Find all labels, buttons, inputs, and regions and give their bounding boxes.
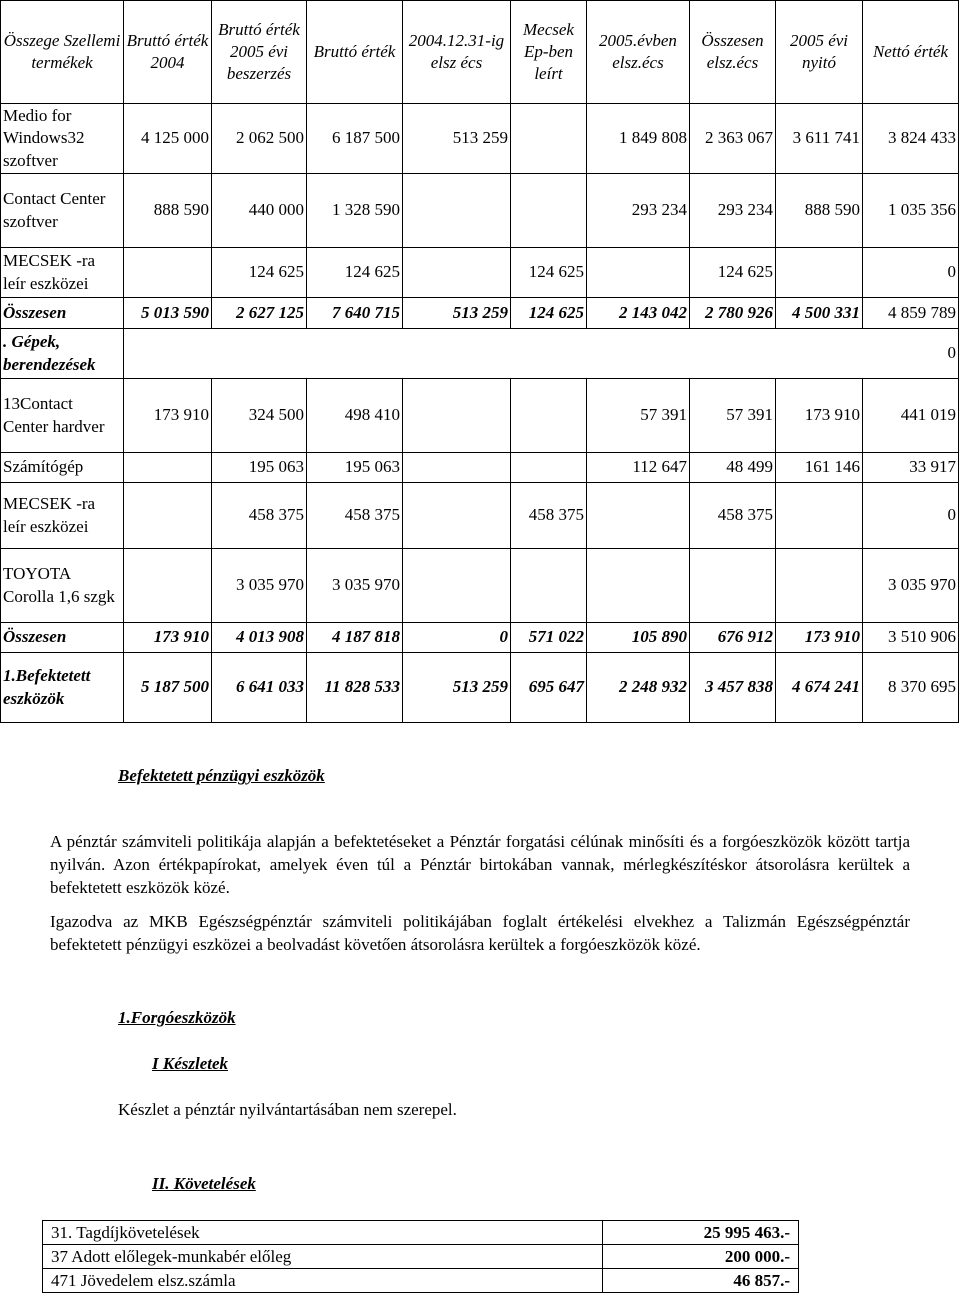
table-cell: 498 410 — [307, 379, 403, 453]
column-header: 2004.12.31-ig elsz écs — [403, 1, 511, 104]
table-cell: 2 780 926 — [690, 298, 776, 329]
table-cell: 112 647 — [587, 453, 690, 483]
table-cell: 173 910 — [124, 623, 212, 653]
table-cell: 888 590 — [776, 174, 863, 248]
table-row — [43, 1245, 799, 1269]
table-cell — [124, 453, 212, 483]
table-cell: 173 910 — [776, 379, 863, 453]
table-row — [1, 174, 959, 248]
receivable-label: 471 Jövedelem elsz.számla — [43, 1269, 603, 1293]
table-cell: 5 187 500 — [124, 653, 212, 723]
table-cell: 4 859 789 — [863, 298, 959, 329]
table-row — [1, 104, 959, 174]
table-header-row — [1, 1, 959, 104]
table-cell: 6 641 033 — [212, 653, 307, 723]
table-row — [1, 483, 959, 549]
table-cell: 440 000 — [212, 174, 307, 248]
table-cell: 888 590 — [124, 174, 212, 248]
table-cell: 8 370 695 — [863, 653, 959, 723]
table-cell: 2 143 042 — [587, 298, 690, 329]
table-cell — [511, 379, 587, 453]
table-cell: 3 611 741 — [776, 104, 863, 174]
table-cell: 7 640 715 — [307, 298, 403, 329]
table-cell: 3 824 433 — [863, 104, 959, 174]
section-title-keszletek: I Készletek — [152, 1054, 229, 1073]
table-cell — [403, 453, 511, 483]
row-label: Contact Center szoftver — [1, 174, 124, 248]
table-cell: 57 391 — [690, 379, 776, 453]
table-cell — [403, 483, 511, 549]
row-label: MECSEK -ra leír eszközei — [1, 483, 124, 549]
table-cell: 324 500 — [212, 379, 307, 453]
receivable-amount: 46 857.- — [603, 1269, 799, 1293]
table-cell — [587, 549, 690, 623]
table-cell — [403, 549, 511, 623]
receivables-table — [42, 1220, 799, 1293]
table-cell: 3 510 906 — [863, 623, 959, 653]
section-title-forgo: 1.Forgóeszközök — [118, 1008, 236, 1027]
table-row — [1, 623, 959, 653]
table-cell: 57 391 — [587, 379, 690, 453]
row-label: TOYOTA Corolla 1,6 szgk — [1, 549, 124, 623]
table-cell: 458 375 — [307, 483, 403, 549]
table-cell: 124 625 — [690, 248, 776, 298]
table-cell: 458 375 — [212, 483, 307, 549]
table-row — [1, 329, 959, 379]
table-cell — [587, 483, 690, 549]
row-label: Számítógép — [1, 453, 124, 483]
column-header: Összesen elsz.écs — [690, 1, 776, 104]
column-header: 2005.évben elsz.écs — [587, 1, 690, 104]
table-cell — [776, 248, 863, 298]
table-cell: 105 890 — [587, 623, 690, 653]
table-cell — [124, 248, 212, 298]
table-cell: 3 457 838 — [690, 653, 776, 723]
row-label: 1.Befektetett eszközök — [1, 653, 124, 723]
column-header: Bruttó érték 2005 évi beszerzés — [212, 1, 307, 104]
paragraph: Igazodva az MKB Egészségpénztár számviteli politikájában foglalt értékelési elvekhez a Talizmán Egészségpénztár befektetett pénzügyi eszközei a beolvadást követően átsorolásra kerültek a forgóeszközök közé. — [50, 912, 910, 954]
table-cell: 293 234 — [587, 174, 690, 248]
receivable-label: 31. Tagdíjkövetelések — [43, 1221, 603, 1245]
table-cell: 4 500 331 — [776, 298, 863, 329]
column-header: Bruttó érték — [307, 1, 403, 104]
row-label: Medio for Windows32 szoftver — [1, 104, 124, 174]
table-cell — [511, 104, 587, 174]
table-cell: 11 828 533 — [307, 653, 403, 723]
table-cell: 4 013 908 — [212, 623, 307, 653]
table-cell: 0 — [124, 329, 959, 379]
table-cell — [511, 549, 587, 623]
table-cell — [403, 174, 511, 248]
table-cell: 4 125 000 — [124, 104, 212, 174]
table-cell: 195 063 — [212, 453, 307, 483]
table-cell — [587, 248, 690, 298]
table-cell: 124 625 — [212, 248, 307, 298]
table-cell: 441 019 — [863, 379, 959, 453]
table-cell: 124 625 — [511, 298, 587, 329]
row-label: MECSEK -ra leír eszközei — [1, 248, 124, 298]
table-cell: 1 035 356 — [863, 174, 959, 248]
table-cell — [511, 453, 587, 483]
receivable-amount: 200 000.- — [603, 1245, 799, 1269]
table-row — [1, 453, 959, 483]
table-cell: 173 910 — [124, 379, 212, 453]
table-cell: 695 647 — [511, 653, 587, 723]
row-label: Összesen — [1, 298, 124, 329]
table-cell — [776, 549, 863, 623]
table-cell: 3 035 970 — [212, 549, 307, 623]
table-row — [1, 298, 959, 329]
table-cell: 1 328 590 — [307, 174, 403, 248]
table-row — [43, 1221, 799, 1245]
table-cell: 571 022 — [511, 623, 587, 653]
table-cell — [690, 549, 776, 623]
column-header: 2005 évi nyitó — [776, 1, 863, 104]
column-header: Nettó érték — [863, 1, 959, 104]
table-cell — [124, 549, 212, 623]
table-cell: 513 259 — [403, 653, 511, 723]
column-header: Bruttó érték 2004 — [124, 1, 212, 104]
table-cell: 5 013 590 — [124, 298, 212, 329]
table-cell: 293 234 — [690, 174, 776, 248]
row-label: 13Contact Center hardver — [1, 379, 124, 453]
table-cell — [124, 483, 212, 549]
table-cell: 513 259 — [403, 104, 511, 174]
column-header: Összege Szellemi termékek — [1, 1, 124, 104]
receivable-label: 37 Adott előlegek-munkabér előleg — [43, 1245, 603, 1269]
table-cell: 513 259 — [403, 298, 511, 329]
table-cell: 6 187 500 — [307, 104, 403, 174]
table-cell: 458 375 — [511, 483, 587, 549]
table-cell: 173 910 — [776, 623, 863, 653]
table-cell: 4 674 241 — [776, 653, 863, 723]
table-cell: 124 625 — [511, 248, 587, 298]
paragraph: A pénztár számviteli politikája alapján a befektetéseket a Pénztár forgatási célúnak minősíti és a forgóeszközök között tartja nyilván. Azon értékpapírokat, amelyek éven túl a Pénztár birtokában vannak, mérlegkészítéskor átsorolásra kerültek a befektetett eszközök közé. — [50, 832, 910, 897]
row-label: Összesen — [1, 623, 124, 653]
table-cell — [511, 174, 587, 248]
table-row — [1, 653, 959, 723]
section-title-kovetelesek: II. Követelések — [152, 1174, 256, 1193]
table-cell: 2 248 932 — [587, 653, 690, 723]
receivable-amount: 25 995 463.- — [603, 1221, 799, 1245]
table-cell: 3 035 970 — [863, 549, 959, 623]
row-label: . Gépek, berendezések — [1, 329, 124, 379]
keszletek-text: Készlet a pénztár nyilvántartásában nem szerepel. — [118, 1100, 457, 1119]
table-cell: 0 — [863, 248, 959, 298]
table-cell: 48 499 — [690, 453, 776, 483]
table-cell: 1 849 808 — [587, 104, 690, 174]
table-cell: 2 363 067 — [690, 104, 776, 174]
table-cell: 2 627 125 — [212, 298, 307, 329]
table-row — [1, 549, 959, 623]
table-cell: 0 — [403, 623, 511, 653]
table-cell — [403, 379, 511, 453]
table-cell: 33 917 — [863, 453, 959, 483]
table-cell — [776, 483, 863, 549]
table-cell: 124 625 — [307, 248, 403, 298]
table-row — [43, 1269, 799, 1293]
table-row — [1, 248, 959, 298]
column-header: Mecsek Ep-ben leírt — [511, 1, 587, 104]
table-cell: 3 035 970 — [307, 549, 403, 623]
table-row — [1, 379, 959, 453]
table-cell — [403, 248, 511, 298]
table-cell: 2 062 500 — [212, 104, 307, 174]
table-cell: 4 187 818 — [307, 623, 403, 653]
table-cell: 161 146 — [776, 453, 863, 483]
section-title-befektetett: Befektetett pénzügyi eszközök — [118, 766, 325, 785]
table-cell: 195 063 — [307, 453, 403, 483]
table-cell: 0 — [863, 483, 959, 549]
table-cell: 458 375 — [690, 483, 776, 549]
table-cell: 676 912 — [690, 623, 776, 653]
